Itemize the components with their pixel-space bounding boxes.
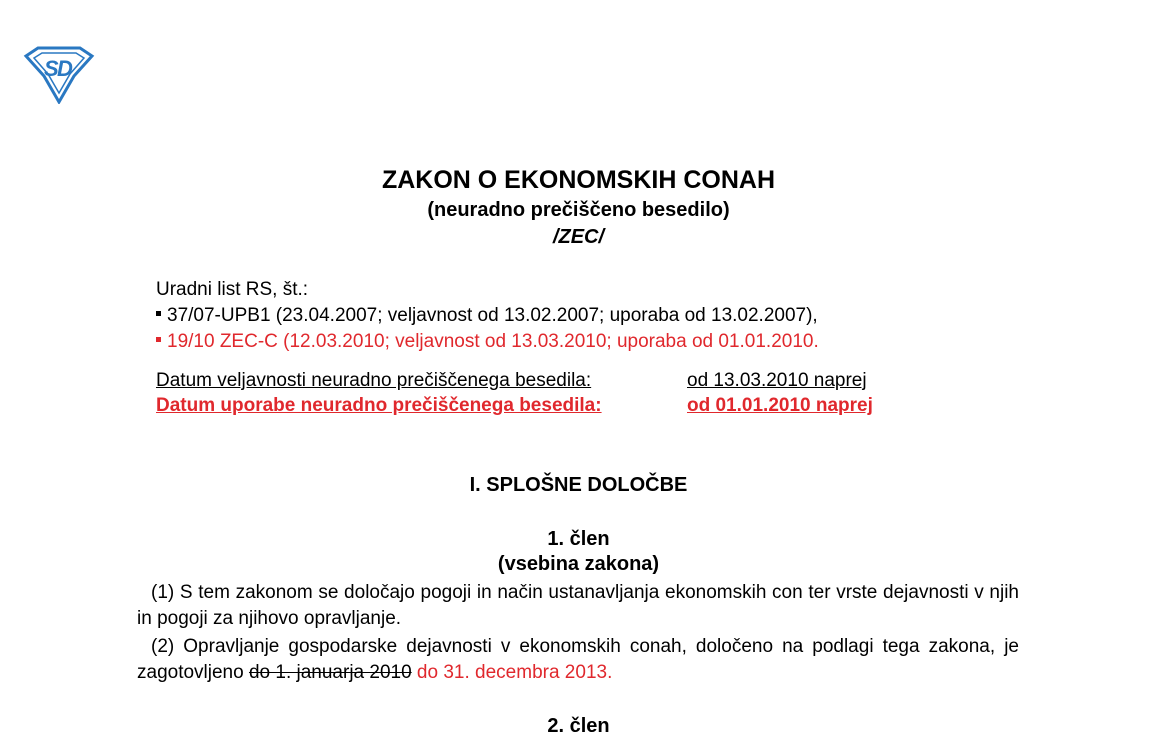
application-value: od 01.01.2010 naprej [687,395,873,416]
gazette-entry-text: 37/07-UPB1 (23.04.2007; veljavnost od 13.02.2007; uporaba od 13.02.2007), [167,305,818,326]
article-2-number: 2. člen [547,715,610,737]
article-1-paragraph-2 [137,634,1019,686]
amended-text: do 31. decembra 2013. [411,662,613,683]
validity-value: od 13.03.2010 naprej [687,370,867,391]
document-subtitle: (neuradno prečiščeno besedilo) [427,199,730,221]
svg-text:D: D [57,56,73,81]
bullet-icon [156,311,161,316]
bullet-icon [156,337,161,342]
document-abbreviation: /ZEC/ [552,226,605,248]
article-1-paragraph-1: (1) S tem zakonom se določajo pogoji in način ustanavljanja ekonomskih con ter vrste dejavnosti v njih in pogoji za njihovo opravljanje. [137,582,1019,629]
sd-logo-icon [22,46,96,104]
paragraph-text: (2) Opravljanje gospodarske dejavnosti v ekonomskih conah, določeno na podlagi tega zakona, je zagotovljeno [137,636,1019,683]
application-date-row [156,395,873,417]
validity-label: Datum veljavnosti neuradno prečiščenega besedila: [156,370,592,391]
svg-text:S: S [44,56,59,81]
document-title: ZAKON O EKONOMSKIH CONAH [381,166,776,194]
validity-date-row [156,370,867,392]
gazette-entry [156,331,819,353]
application-label: Datum uporabe neuradno prečiščenega besedila: [156,395,602,416]
chapter-heading: I. SPLOŠNE DOLOČBE [469,474,688,496]
deleted-text: do 1. januarja 2010 [248,662,412,683]
gazette-entry [156,305,818,327]
article-1-number: 1. člen [547,528,610,550]
gazette-entry-text: 19/10 ZEC-C (12.03.2010; veljavnost od 13.03.2010; uporaba od 01.01.2010. [167,331,819,352]
gazette-heading: Uradni list RS, št.: [156,279,309,300]
article-1-heading: (vsebina zakona) [497,553,660,575]
